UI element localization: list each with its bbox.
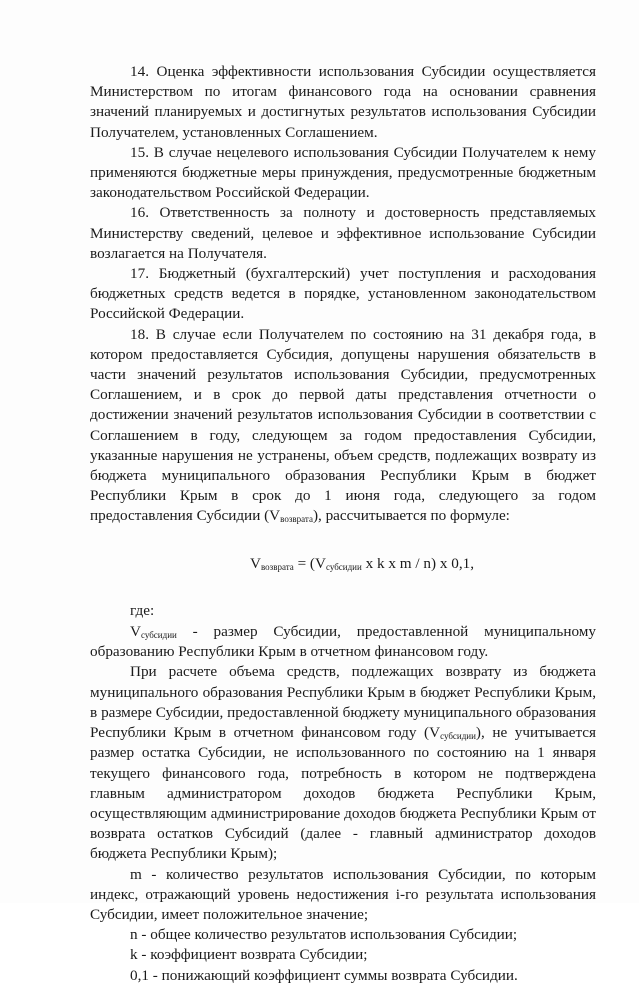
return-formula — [90, 554, 596, 574]
calc-start: При расчете объема средств, подлежащих возврату из бюджета муниципального образования Республики Крым в бюджет Республики Крым, в размере Субсидии, предоставленной бюджету муниципального образования Республики Крым в отчетном финансовом году (V — [90, 663, 596, 742]
v-symbol: V — [130, 623, 141, 641]
k-definition: k - коэффициент возврата Субсидии; — [130, 946, 368, 964]
formula-sub-subsidy: субсидии — [325, 561, 362, 572]
v-subsidy-text: - размер Субсидии, предоставленной муниципальному образованию Республики Крым в отчетном финансовом году. — [90, 623, 596, 661]
formula-v: V — [250, 554, 261, 572]
paragraph-14: 14. Оценка эффективности использования Субсидии осуществляется Министерством по итогам финансового года на основании сравнения значений планируемых и достигнутых результатов использования Субсидии Получателем, установленных Соглашением. — [90, 63, 596, 141]
paragraph-18 — [90, 325, 596, 527]
v-subsidy-subscript: субсидии — [140, 630, 177, 641]
v-subsidy-definition — [90, 622, 596, 662]
paragraph-15: 15. В случае нецелевого использования Субсидии Получателем к нему применяются бюджетные меры принуждения, предусмотренные бюджетным законодательством Российской Федерации. — [90, 143, 596, 202]
calc-end: ), не учитывается размер остатка Субсидии, не использованного по состоянию на 1 января текущего финансового года, потребность в котором не подтверждена главным администратором доходов бюджета Республики Крым, осуществляющим администрирование доходов бюджета Республики Крым от возврата остатков Субсидий (далее - главный администратор доходов бюджета Республики Крым); — [90, 724, 596, 863]
m-definition: m - количество результатов использования Субсидии, по которым индекс, отражающий уровень недостижения i-го результата использования Субсидии, имеет положительное значение; — [90, 865, 596, 923]
document-body — [90, 62, 596, 986]
n-definition: n - общее количество результатов использования Субсидии; — [130, 926, 518, 944]
coefficient-definition: 0,1 - понижающий коэффициент суммы возврата Субсидии. — [130, 966, 518, 984]
calculation-paragraph — [90, 662, 596, 864]
paragraph-18-text: 18. В случае если Получателем по состоянию на 31 декабря года, в котором предоставляется Субсидия, допущены нарушения обязательств в части значений результатов использования Субсидии, предусмотренных Соглашением, и в срок до первой даты представления отчетности о достижении значений результатов использования Субсидии в соответствии с Соглашением в году, следующем за годом предоставления Субсидии, указанные нарушения не устранены, объем средств, подлежащих возврату из бюджета муниципального образования Республики Крым в бюджет Республики Крым в срок до 1 июня года, следующего за годом предоставления Субсидии (V — [90, 325, 596, 525]
formula-rest: x k x m / n) x 0,1, — [361, 554, 475, 572]
paragraph-18-end: ), рассчитывается по формуле: — [312, 507, 510, 525]
calc-subscript: субсидии — [440, 731, 476, 742]
where-label: где: — [130, 601, 155, 619]
formula-sub-return: возврата — [260, 561, 294, 572]
paragraph-16: 16. Ответственность за полноту и достоверность представляемых Министерству сведений, целевое и эффективное использование Субсидии возлагается на Получателя. — [90, 204, 596, 262]
formula-mid: = (V — [293, 554, 326, 572]
v-return-subscript: возврата — [280, 514, 313, 525]
paragraph-17: 17. Бюджетный (бухгалтерский) учет поступления и расходования бюджетных средств ведется в порядке, установленном законодательством Российской Федерации. — [90, 265, 596, 323]
